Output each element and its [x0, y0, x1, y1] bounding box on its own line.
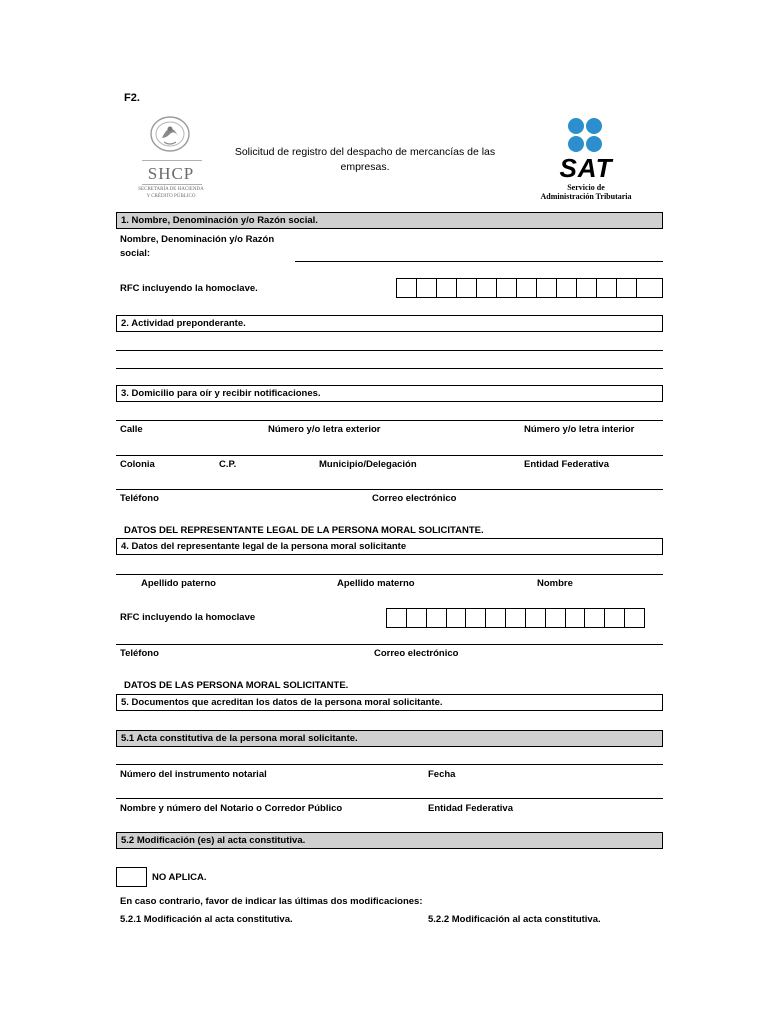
- cp-label: C.P.: [219, 459, 237, 470]
- modificacion-1-label: 5.2.1 Modificación al acta constitutiva.: [120, 914, 293, 925]
- telefono-label: Teléfono: [120, 493, 159, 504]
- form-title: Solicitud de registro del despacho de mercancías de las empresas.: [234, 146, 496, 173]
- shcp-line-2: Y CRÉDITO PÚBLICO: [146, 194, 196, 199]
- rep-name-line[interactable]: [116, 574, 663, 575]
- section-5-2-header: 5.2 Modificación (es) al acta constitutiva.: [116, 832, 663, 849]
- sat-line-1: Servicio de: [567, 183, 605, 192]
- shcp-logo: [128, 112, 214, 207]
- colonia-label: Colonia: [120, 459, 155, 470]
- mexico-coat-of-arms-icon: [128, 112, 214, 162]
- sat-line-2: Administración Tributaria: [540, 192, 632, 201]
- name-label-line-2: social:: [120, 248, 151, 259]
- address-line-1[interactable]: [116, 420, 663, 421]
- calle-label: Calle: [120, 424, 143, 435]
- rfc-label: RFC incluyendo la homoclave.: [120, 283, 258, 294]
- address-line-2[interactable]: [116, 455, 663, 456]
- num-int-label: Número y/o letra interior: [524, 424, 635, 435]
- rfc-input-grid[interactable]: [396, 278, 663, 298]
- sat-logo: [530, 116, 642, 206]
- rep-telefono-label: Teléfono: [120, 648, 159, 659]
- fecha-label: Fecha: [428, 769, 456, 780]
- section-4-header: 4. Datos del representante legal de la persona moral solicitante: [116, 538, 663, 555]
- apellido-materno-label: Apellido materno: [337, 578, 415, 589]
- acta-line-1[interactable]: [116, 764, 663, 765]
- correo-label: Correo electrónico: [372, 493, 457, 504]
- nombre-label: Nombre: [537, 578, 573, 589]
- sat-acronym: SAT: [559, 153, 613, 183]
- municipio-label: Municipio/Delegación: [319, 459, 417, 470]
- notario-label: Nombre y número del Notario o Corredor Público: [120, 803, 343, 814]
- num-ext-label: Número y/o letra exterior: [268, 424, 381, 435]
- acta-line-2[interactable]: [116, 798, 663, 799]
- rep-rfc-label: RFC incluyendo la homoclave: [120, 612, 256, 623]
- rep-rfc-input-grid[interactable]: [386, 608, 645, 628]
- address-line-3[interactable]: [116, 489, 663, 490]
- rep-correo-label: Correo electrónico: [374, 648, 459, 659]
- section-3-header: 3. Domicilio para oír y recibir notificaciones.: [116, 385, 663, 402]
- name-input-line[interactable]: [295, 261, 663, 262]
- shcp-acronym: SHCP: [147, 164, 195, 183]
- entidad-label: Entidad Federativa: [524, 459, 609, 470]
- acta-entidad-label: Entidad Federativa: [428, 803, 513, 814]
- activity-line-1[interactable]: [116, 350, 663, 351]
- rep-contact-line[interactable]: [116, 644, 663, 645]
- no-aplica-checkbox[interactable]: [116, 867, 147, 887]
- num-instrumento-label: Número del instrumento notarial: [120, 769, 267, 780]
- moral-heading: DATOS DE LAS PERSONA MORAL SOLICITANTE.: [124, 680, 349, 691]
- name-label-line-1: Nombre, Denominación y/o Razón: [120, 234, 275, 245]
- section-1-header: 1. Nombre, Denominación y/o Razón social.: [116, 212, 663, 229]
- modificacion-2-label: 5.2.2 Modificación al acta constitutiva.: [428, 914, 601, 925]
- section-2-header: 2. Actividad preponderante.: [116, 315, 663, 332]
- apellido-paterno-label: Apellido paterno: [141, 578, 216, 589]
- section-5-1-header: 5.1 Acta constitutiva de la persona moral solicitante.: [116, 730, 663, 747]
- shcp-line-1: SECRETARÍA DE HACIENDA: [138, 187, 204, 192]
- activity-line-2[interactable]: [116, 368, 663, 369]
- form-code: F2.: [124, 92, 140, 104]
- no-aplica-label: NO APLICA.: [152, 872, 207, 883]
- modificaciones-instruction: En caso contrario, favor de indicar las últimas dos modificaciones:: [120, 896, 423, 907]
- rep-heading: DATOS DEL REPRESENTANTE LEGAL DE LA PERSONA MORAL SOLICITANTE.: [124, 525, 484, 536]
- section-5-header: 5. Documentos que acreditan los datos de la persona moral solicitante.: [116, 694, 663, 711]
